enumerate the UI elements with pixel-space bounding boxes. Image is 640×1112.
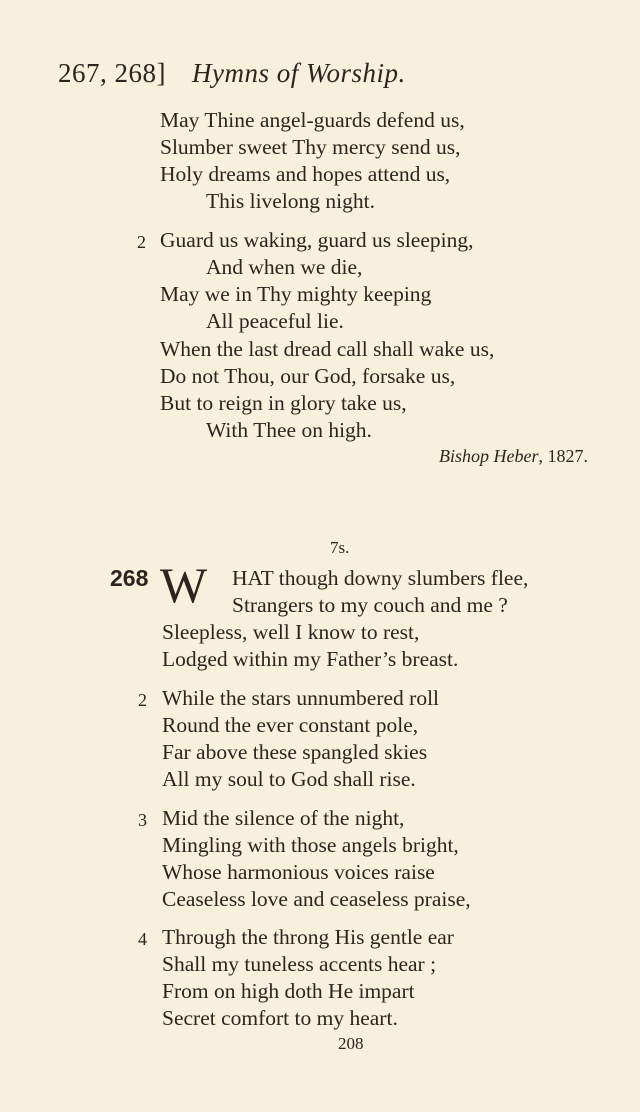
verse-line: And when we die, (206, 255, 363, 279)
verse-line: This livelong night. (206, 189, 376, 213)
verse-line: Holy dreams and hopes attend us, (160, 162, 451, 186)
verse-number: 2 (137, 232, 146, 252)
verse-line: May we in Thy mighty keeping (160, 282, 432, 306)
verse-line: Sleepless, well I know to rest, (162, 620, 420, 644)
verse-line: Far above these spangled skies (162, 740, 428, 764)
verse-line: May Thine angel-guards defend us, (160, 108, 465, 132)
verse-line: While the stars unnumbered roll (162, 686, 440, 710)
verse-line: Ceaseless love and ceaseless praise, (162, 887, 471, 911)
page-number: 208 (338, 1034, 364, 1053)
verse-line: Slumber sweet Thy mercy send us, (160, 135, 461, 159)
drop-cap: W (160, 557, 208, 613)
verse-line: Secret comfort to my heart. (162, 1006, 398, 1030)
verse-line: Round the ever constant pole, (162, 713, 419, 737)
attribution-year: , 1827. (538, 446, 588, 466)
verse-line: From on high doth He impart (162, 979, 415, 1003)
verse-line: Do not Thou, our God, forsake us, (160, 364, 456, 388)
verse-line: Lodged within my Father’s breast. (162, 647, 459, 671)
verse-line: Guard us waking, guard us sleeping, (160, 228, 474, 252)
verse-line: With Thee on high. (206, 418, 372, 442)
verse-line: But to reign in glory take us, (160, 391, 407, 415)
verse-line: All my soul to God shall rise. (162, 767, 416, 791)
verse-line: Through the throng His gentle ear (162, 925, 454, 949)
running-header (58, 58, 406, 89)
verse-line: When the last dread call shall wake us, (160, 337, 495, 361)
verse-line: Shall my tuneless accents hear ; (162, 952, 437, 976)
verse-line: Mid the silence of the night, (162, 806, 405, 830)
verse-number: 4 (138, 929, 147, 949)
verse-number: 3 (138, 810, 147, 830)
header-hymn-numbers: 267, 268] (58, 58, 166, 88)
verse-number: 2 (138, 690, 147, 710)
verse-line: Whose harmonious voices raise (162, 860, 435, 884)
verse-line: HAT though downy slumbers flee, (232, 566, 529, 590)
hymn-number: 268 (110, 565, 149, 591)
verse-line: Strangers to my couch and me ? (232, 593, 508, 617)
attribution-author: Bishop Heber (439, 446, 539, 466)
hymn-meter: 7s. (330, 538, 350, 557)
verse-line: All peaceful lie. (206, 309, 344, 333)
attribution (439, 446, 588, 467)
verse-line: Mingling with those angels bright, (162, 833, 459, 857)
header-title: Hymns of Worship. (192, 58, 406, 88)
